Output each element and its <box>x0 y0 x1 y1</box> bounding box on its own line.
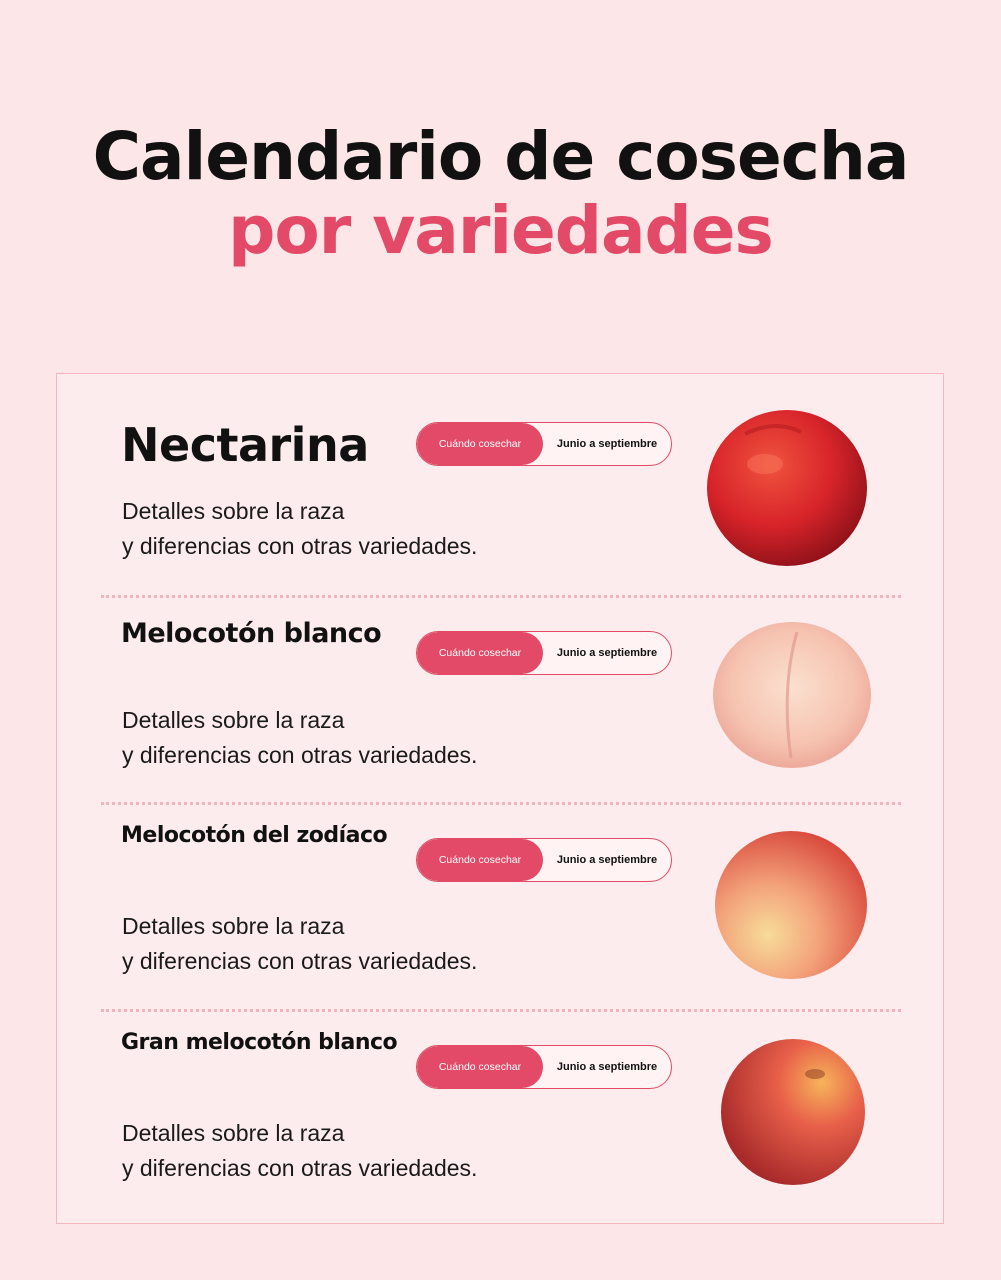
description-line-1: Detalles sobre la raza <box>122 498 345 524</box>
variety-name: Melocotón del zodíaco <box>121 823 388 848</box>
big-white-peach-image <box>719 1036 867 1186</box>
harvest-period: Junio a septiembre <box>556 854 658 866</box>
page-title: Calendario de cosecha <box>92 118 909 195</box>
harvest-pill <box>416 631 672 675</box>
variety-row-gran-melocoton-blanco <box>57 1014 943 1221</box>
description-line-2: y diferencias con otras variedades. <box>122 742 478 768</box>
row-divider <box>101 802 901 805</box>
harvest-period: Junio a septiembre <box>556 647 658 659</box>
variety-description <box>122 494 477 564</box>
harvest-period: Junio a septiembre <box>556 438 658 450</box>
white-peach-image <box>711 618 873 770</box>
description-line-1: Detalles sobre la raza <box>122 913 345 939</box>
description-line-1: Detalles sobre la raza <box>122 707 345 733</box>
description-line-2: y diferencias con otras variedades. <box>122 1155 478 1181</box>
variety-name: Nectarina <box>121 418 369 472</box>
variety-description <box>122 703 477 773</box>
variety-row-melocoton-zodiaco <box>57 807 943 1014</box>
variety-description <box>122 1116 477 1186</box>
row-divider <box>101 1009 901 1012</box>
variety-description <box>122 909 477 979</box>
varieties-card <box>56 373 944 1224</box>
harvest-pill <box>416 422 672 466</box>
variety-row-nectarina <box>57 374 943 581</box>
harvest-label: Cuándo cosechar <box>417 1046 543 1088</box>
harvest-label: Cuándo cosechar <box>417 632 543 674</box>
zodiac-peach-image <box>713 829 869 981</box>
variety-row-melocoton-blanco <box>57 600 943 807</box>
harvest-period: Junio a septiembre <box>556 1061 658 1073</box>
harvest-pill <box>416 1045 672 1089</box>
nectarine-image <box>705 404 869 568</box>
row-divider <box>101 595 901 598</box>
description-line-2: y diferencias con otras variedades. <box>122 533 478 559</box>
page-subtitle: por variedades <box>228 192 773 269</box>
variety-name: Gran melocotón blanco <box>121 1030 398 1055</box>
description-line-1: Detalles sobre la raza <box>122 1120 345 1146</box>
harvest-label: Cuándo cosechar <box>417 839 543 881</box>
harvest-pill <box>416 838 672 882</box>
description-line-2: y diferencias con otras variedades. <box>122 948 478 974</box>
variety-name: Melocotón blanco <box>121 618 382 649</box>
harvest-label: Cuándo cosechar <box>417 423 543 465</box>
